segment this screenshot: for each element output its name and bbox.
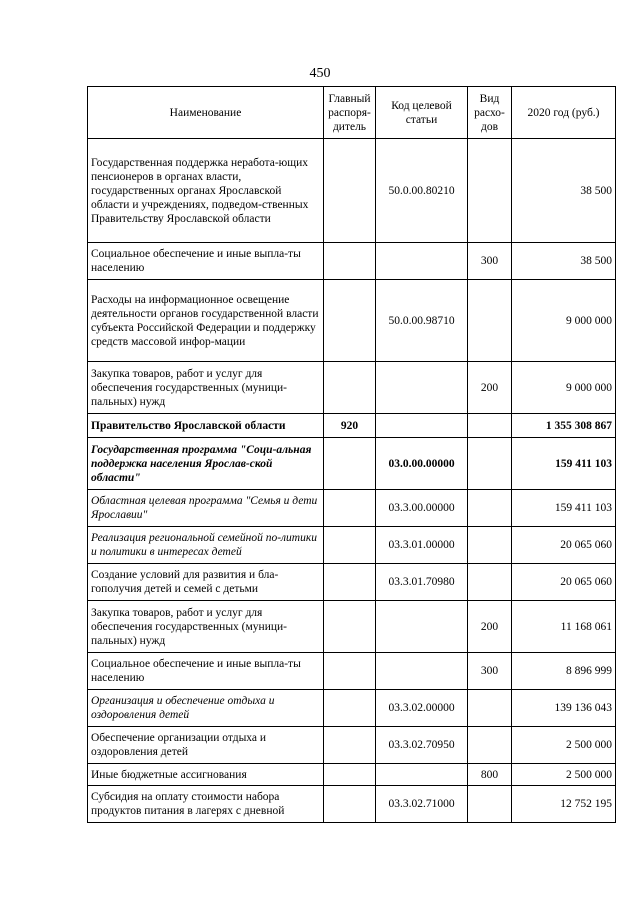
header-year-amount: 2020 год (руб.): [512, 87, 616, 139]
cell-main-manager: 920: [324, 414, 376, 438]
header-name: Наименование: [88, 87, 324, 139]
cell-amount: 20 065 060: [512, 564, 616, 601]
cell-name: Закупка товаров, работ и услуг для обеспечения государственных (муници-пальных) нужд: [88, 362, 324, 414]
cell-expense-type: [468, 564, 512, 601]
cell-target-code: [376, 601, 468, 653]
cell-amount: 139 136 043: [512, 690, 616, 727]
table-row: [88, 690, 616, 727]
cell-target-code: [376, 362, 468, 414]
cell-main-manager: [324, 653, 376, 690]
table-row: [88, 601, 616, 653]
table-row: [88, 786, 616, 823]
cell-target-code: 03.3.02.71000: [376, 786, 468, 823]
cell-name: Реализация региональной семейной по-литики и политики в интересах детей: [88, 527, 324, 564]
cell-main-manager: [324, 601, 376, 653]
cell-amount: 159 411 103: [512, 438, 616, 490]
cell-expense-type: 800: [468, 764, 512, 786]
cell-amount: 20 065 060: [512, 527, 616, 564]
table-row: [88, 653, 616, 690]
cell-target-code: 03.3.02.00000: [376, 690, 468, 727]
table-header-row: [88, 87, 616, 139]
cell-expense-type: [468, 414, 512, 438]
cell-expense-type: [468, 786, 512, 823]
cell-main-manager: [324, 362, 376, 414]
table-row: [88, 764, 616, 786]
cell-name: Создание условий для развития и бла-гополучия детей и семей с детьми: [88, 564, 324, 601]
cell-amount: 38 500: [512, 243, 616, 280]
cell-target-code: 03.3.01.00000: [376, 527, 468, 564]
cell-target-code: 03.3.01.70980: [376, 564, 468, 601]
table-row: [88, 527, 616, 564]
cell-expense-type: [468, 690, 512, 727]
cell-name: Иные бюджетные ассигнования: [88, 764, 324, 786]
cell-expense-type: [468, 139, 512, 243]
cell-expense-type: 300: [468, 243, 512, 280]
budget-table: [87, 86, 616, 823]
cell-name: Субсидия на оплату стоимости набора продуктов питания в лагерях с дневной: [88, 786, 324, 823]
cell-name: Организация и обеспечение отдыха и оздоровления детей: [88, 690, 324, 727]
table-row: [88, 490, 616, 527]
cell-expense-type: 300: [468, 653, 512, 690]
cell-target-code: [376, 414, 468, 438]
cell-expense-type: [468, 490, 512, 527]
cell-target-code: 03.3.02.70950: [376, 727, 468, 764]
cell-target-code: 03.3.00.00000: [376, 490, 468, 527]
cell-main-manager: [324, 690, 376, 727]
cell-name: Обеспечение организации отдыха и оздоровления детей: [88, 727, 324, 764]
cell-expense-type: [468, 527, 512, 564]
table-body: [88, 139, 616, 823]
cell-name: Государственная поддержка неработа-ющих пенсионеров в органах власти, государственных органах Ярославской области и учреждениях, подведом-ственных Правительству Ярославской области: [88, 139, 324, 243]
cell-main-manager: [324, 139, 376, 243]
table-row: [88, 280, 616, 362]
cell-main-manager: [324, 527, 376, 564]
page-number: 450: [309, 66, 331, 81]
cell-main-manager: [324, 786, 376, 823]
table-row: [88, 414, 616, 438]
cell-name: Расходы на информационное освещение деятельности органов государственной власти субъекта Российской Федерации и поддержку средств массовой инфор-мации: [88, 280, 324, 362]
cell-name: Социальное обеспечение и иные выпла-ты населению: [88, 653, 324, 690]
cell-expense-type: [468, 727, 512, 764]
cell-main-manager: [324, 727, 376, 764]
cell-name: Областная целевая программа "Семья и дети Ярославии": [88, 490, 324, 527]
cell-name: Закупка товаров, работ и услуг для обеспечения государственных (муници-пальных) нужд: [88, 601, 324, 653]
cell-expense-type: 200: [468, 362, 512, 414]
cell-name: Социальное обеспечение и иные выпла-ты населению: [88, 243, 324, 280]
cell-expense-type: [468, 438, 512, 490]
cell-target-code: [376, 653, 468, 690]
cell-expense-type: [468, 280, 512, 362]
cell-amount: 8 896 999: [512, 653, 616, 690]
cell-target-code: 50.0.00.98710: [376, 280, 468, 362]
cell-name: Правительство Ярославской области: [88, 414, 324, 438]
header-expense-type: Вид расхо-дов: [468, 87, 512, 139]
cell-target-code: [376, 764, 468, 786]
cell-main-manager: [324, 438, 376, 490]
cell-amount: 2 500 000: [512, 764, 616, 786]
table-row: [88, 243, 616, 280]
cell-target-code: [376, 243, 468, 280]
cell-target-code: 50.0.00.80210: [376, 139, 468, 243]
cell-amount: 12 752 195: [512, 786, 616, 823]
cell-amount: 1 355 308 867: [512, 414, 616, 438]
table-row: [88, 139, 616, 243]
table-row: [88, 362, 616, 414]
table-row: [88, 438, 616, 490]
header-main-manager: Главный распоря-дитель: [324, 87, 376, 139]
cell-main-manager: [324, 564, 376, 601]
header-target-code: Код целевой статьи: [376, 87, 468, 139]
cell-name: Государственная программа "Соци-альная поддержка населения Ярослав-ской области": [88, 438, 324, 490]
cell-main-manager: [324, 764, 376, 786]
cell-amount: 9 000 000: [512, 280, 616, 362]
cell-amount: 159 411 103: [512, 490, 616, 527]
cell-main-manager: [324, 280, 376, 362]
cell-amount: 11 168 061: [512, 601, 616, 653]
cell-amount: 9 000 000: [512, 362, 616, 414]
table-row: [88, 727, 616, 764]
table-row: [88, 564, 616, 601]
cell-target-code: 03.0.00.00000: [376, 438, 468, 490]
cell-amount: 38 500: [512, 139, 616, 243]
cell-amount: 2 500 000: [512, 727, 616, 764]
cell-expense-type: 200: [468, 601, 512, 653]
cell-main-manager: [324, 490, 376, 527]
cell-main-manager: [324, 243, 376, 280]
